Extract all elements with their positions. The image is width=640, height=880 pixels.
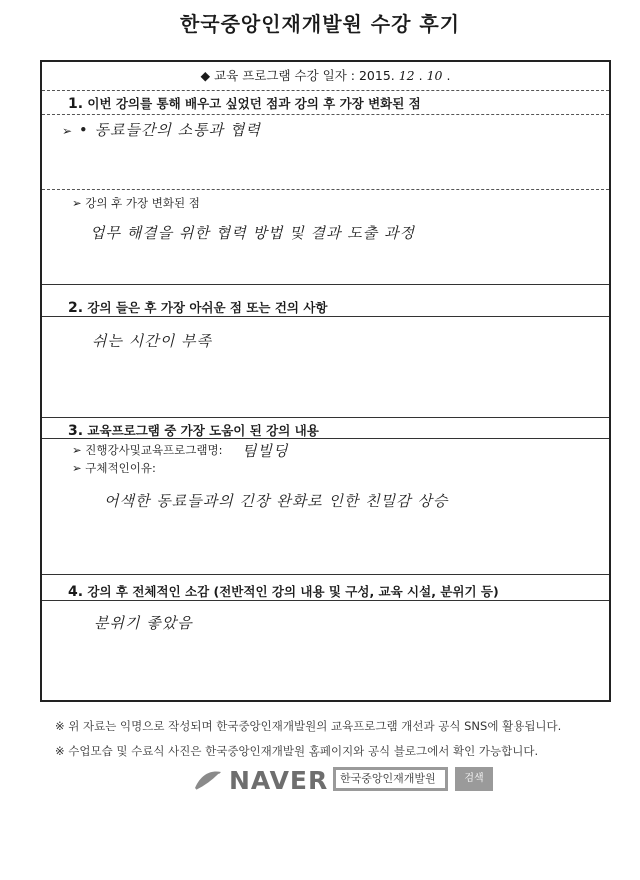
handwritten-program-name: 팀빌딩 xyxy=(242,442,289,460)
section-4-top-rule xyxy=(42,574,609,575)
section-2-top-rule xyxy=(42,284,609,285)
section-3-rule xyxy=(42,438,609,439)
handwritten-answer-2: 쉬는 시간이 부족 xyxy=(92,332,212,350)
section-4-rule xyxy=(42,600,609,601)
review-form xyxy=(40,60,611,702)
section-2-rule xyxy=(42,316,609,317)
section-3-top-rule xyxy=(42,417,609,418)
date-row: ◆ 교육 프로그램 수강 일자 : 2015. 12 . 10 . xyxy=(42,62,609,91)
date-day: 10 xyxy=(426,68,443,83)
section-3-title: 3. 교육프로그램 중 가장 도움이 된 강의 내용 xyxy=(68,423,319,439)
naver-search-button[interactable]: 검색 xyxy=(455,767,493,791)
naver-logo: NAVER xyxy=(229,766,329,795)
handwritten-answer-1b: 업무 해결을 위한 협력 방법 및 결과 도출 과정 xyxy=(90,224,415,242)
section-1-title: 1. 이번 강의를 통해 배우고 싶었던 점과 강의 후 가장 변화된 점 xyxy=(68,96,421,112)
section-4-title: 4. 강의 후 전체적인 소감 (전반적인 강의 내용 및 구성, 교육 시설, 분위기 등) xyxy=(68,584,499,600)
section-1-rule xyxy=(42,114,609,115)
reason-bullet: ➢ 구체적인이유: xyxy=(72,461,156,475)
handwritten-answer-1: ➢ • 동료들간의 소통과 협력 xyxy=(62,121,261,139)
document-title: 한국중앙인재개발원 수강 후기 xyxy=(179,12,461,36)
note-photos: ※ 수업모습 및 수료식 사진은 한국중앙인재개발원 홈페이지와 공식 블로그에서 확인 가능합니다. xyxy=(55,744,539,758)
handwritten-answer-4: 분위기 좋았음 xyxy=(94,614,193,632)
date-prefix: ◆ 교육 프로그램 수강 일자 : 2015. xyxy=(200,68,395,83)
handwritten-answer-3: 어색한 동료들과의 긴장 완화로 인한 친밀감 상승 xyxy=(104,492,449,510)
section-2-title: 2. 강의 들은 후 가장 아쉬운 점 또는 건의 사항 xyxy=(68,300,328,316)
instructor-bullet: ➢ 진행강사및교육프로그램명: xyxy=(72,443,223,457)
naver-search-input[interactable]: 한국중앙인재개발원 xyxy=(333,767,448,791)
changed-point-bullet: ➢ 강의 후 가장 변화된 점 xyxy=(72,196,200,210)
date-month: 12 xyxy=(398,68,415,83)
naver-leaf-icon xyxy=(193,768,223,794)
naver-search-banner xyxy=(193,764,493,798)
section-1-subrule xyxy=(42,189,609,190)
note-anonymous: ※ 위 자료는 익명으로 작성되며 한국중앙인재개발원의 교육프로그램 개선과 공식 SNS에 활용됩니다. xyxy=(55,719,562,733)
